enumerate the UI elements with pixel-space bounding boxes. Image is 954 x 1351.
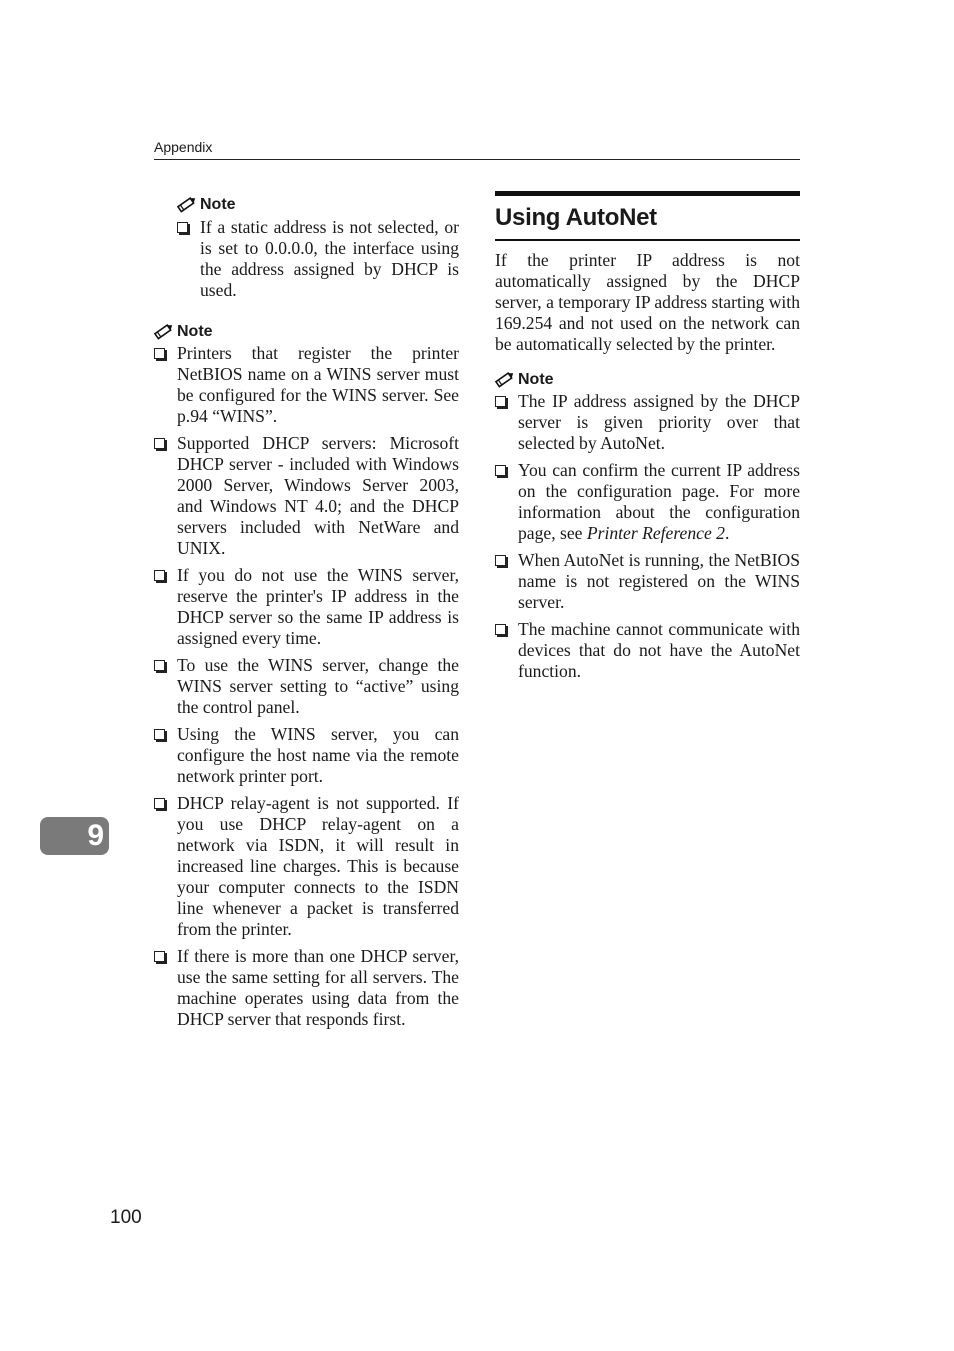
running-header (154, 138, 800, 160)
pencil-icon (154, 322, 174, 340)
list-item: The machine cannot communicate with devices that do not have the AutoNet function. (495, 619, 800, 682)
checkbox-square-icon (154, 729, 165, 740)
note-title: Note (518, 370, 554, 388)
list-item: Printers that register the printer NetBIOS name on a WINS server must be configured for the WINS server. See p.94 “WINS”. (154, 343, 459, 427)
page-number: 100 (110, 1207, 142, 1228)
list-item: If there is more than one DHCP server, use the same setting for all servers. The machine operates using data from the DHCP server that responds first. (154, 946, 459, 1030)
checkbox-square-icon (154, 951, 165, 962)
note-block (154, 321, 459, 1030)
section-title: Using AutoNet (495, 204, 657, 231)
list-item: To use the WINS server, change the WINS server setting to “active” using the control panel. (154, 655, 459, 718)
list-item: Supported DHCP servers: Microsoft DHCP server - included with Windows 2000 Server, Windows Server 2003, and Windows NT 4.0; and the DHCP servers included with NetWare and UNIX. (154, 433, 459, 559)
checkbox-square-icon (154, 348, 165, 359)
list-item: DHCP relay-agent is not supported. If you use DHCP relay-agent on a network via ISDN, it will result in increased line charges. This is because your computer connects to the ISDN line whenever a packet is transferred from the printer. (154, 793, 459, 940)
checkbox-square-icon (154, 570, 165, 581)
right-column (495, 191, 800, 688)
note-title: Note (200, 195, 236, 213)
left-column (154, 194, 459, 1036)
intro-paragraph: If the printer IP address is not automatically assigned by the DHCP server, a temporary IP address starting with 169.254 and not used on the network can be automatically selected by the printer. (495, 250, 800, 354)
note-list (154, 343, 459, 1030)
checkbox-square-icon (154, 438, 165, 449)
header-label: Appendix (154, 139, 213, 155)
list-item: The IP address assigned by the DHCP server is given priority over that selected by AutoNet. (495, 391, 800, 454)
note-heading (495, 369, 800, 389)
note-block (495, 369, 800, 682)
pencil-icon (495, 370, 515, 388)
reference-link[interactable]: Printer Reference 2 (586, 523, 725, 543)
note-heading (177, 194, 459, 214)
note-title: Note (177, 322, 213, 340)
note-list (177, 217, 459, 301)
list-item: If a static address is not selected, or is set to 0.0.0.0, the interface using the address assigned by DHCP is used. (177, 217, 459, 301)
checkbox-square-icon (154, 798, 165, 809)
checkbox-square-icon (154, 660, 165, 671)
section-heading (495, 191, 800, 241)
note-list (495, 391, 800, 682)
checkbox-square-icon (495, 624, 506, 635)
chapter-tab (40, 817, 109, 855)
chapter-number: 9 (87, 819, 104, 852)
note-heading (154, 321, 459, 341)
checkbox-square-icon (495, 465, 506, 476)
checkbox-square-icon (495, 555, 506, 566)
list-item: Using the WINS server, you can configure the host name via the remote network printer port. (154, 724, 459, 787)
checkbox-square-icon (177, 222, 188, 233)
list-item: If you do not use the WINS server, reserve the printer's IP address in the DHCP server so the same IP address is assigned every time. (154, 565, 459, 649)
list-item: When AutoNet is running, the NetBIOS name is not registered on the WINS server. (495, 550, 800, 613)
checkbox-square-icon (495, 396, 506, 407)
nested-note (177, 194, 459, 301)
list-item: You can confirm the current IP address on the configuration page. For more information about the configuration page, see Printer Reference 2. (495, 460, 800, 544)
pencil-icon (177, 195, 197, 213)
